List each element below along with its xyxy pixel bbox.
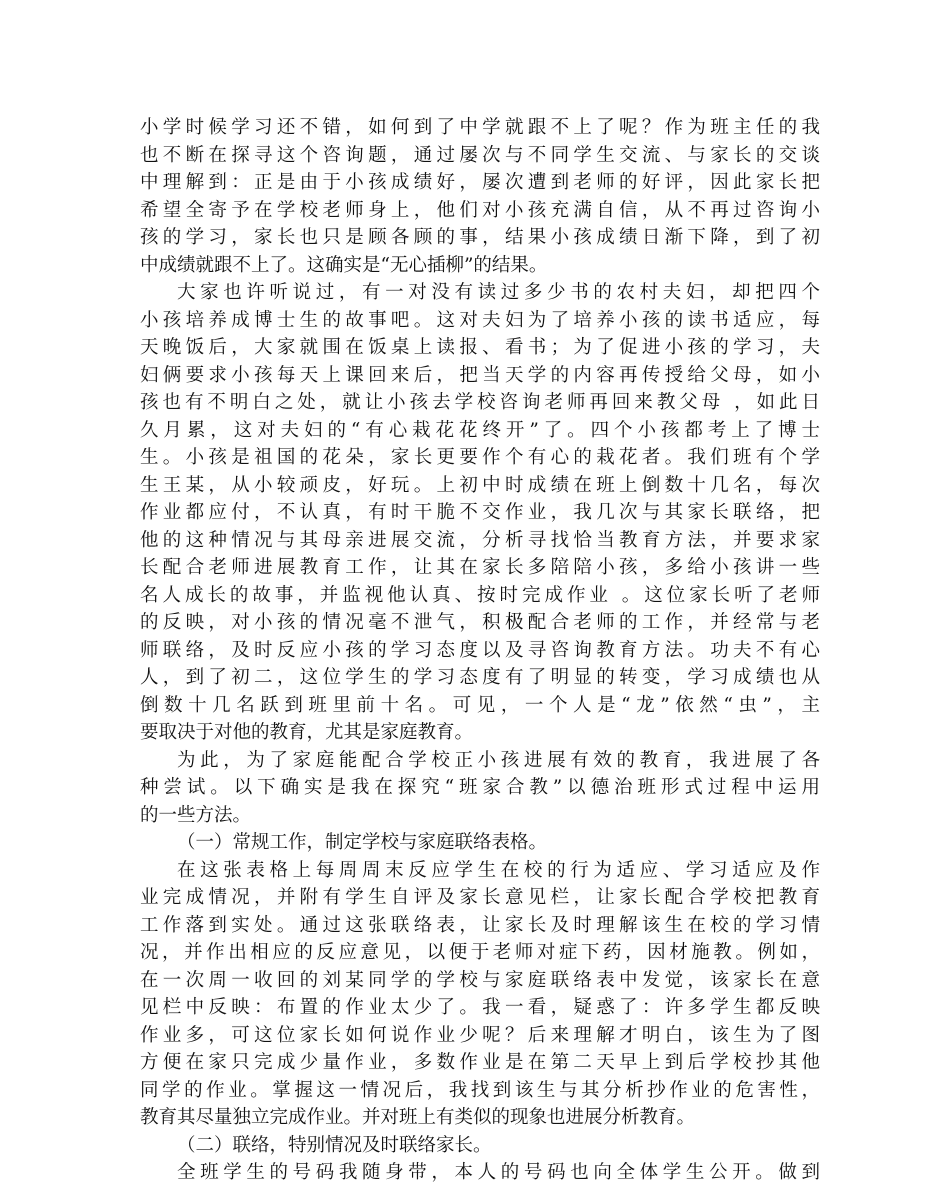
- text-line: 师联络，及时反应小孩的学习态度以及寻咨询教育方法。功夫不有心: [140, 639, 820, 661]
- text-line: 孩也有不明白之处，就让小孩去学校咨询老师再回来教父母 ，如此日: [140, 392, 820, 413]
- text-line: 教育其尽量独立完成作业。并对班上有类似的现象也进展分析教育。: [140, 1107, 696, 1128]
- text-line: 中成绩就跟不上了。这确实是“无心插柳”的结果。: [140, 254, 548, 276]
- text-line: 种尝试。以下确实是我在探究“班家合教”以德治班形式过程中运用: [140, 777, 820, 798]
- text-line: 人，到了初二，这位学生的学习态度有了明显的转变，学习成绩也从: [140, 667, 820, 688]
- text-line: 的反映，对小孩的情况毫不泄气，积极配合老师的工作，并经常与老: [140, 612, 820, 633]
- text-line: 业完成情况，并附有学生自评及家长意见栏，让家长配合学校把教育: [140, 887, 820, 908]
- text-line: 况，并作出相应的反应意见，以便于老师对症下药，因材施教。例如，: [140, 942, 820, 963]
- text-line: 妇俩要求小孩每天上课回来后，把当天学的内容再传授给父母，如小: [140, 364, 820, 386]
- text-line: 天晚饭后，大家就围在饭桌上读报、看书；为了促进小孩的学习，夫: [140, 337, 820, 358]
- text-line: 孩的学习，家长也只是顾各顾的事，结果小孩成绩日渐下降，到了初: [140, 227, 820, 248]
- text-line: 他的这种情况与其母亲进展交流，分析寻找恰当教育方法，并要求家: [140, 529, 820, 551]
- text-line: 长配合老师进展教育工作，让其在家长多陪陪小孩，多给小孩讲一些: [140, 557, 820, 578]
- text-line: 名人成长的故事，并监视他认真、按时完成作业 。这位家长听了老师: [140, 584, 820, 606]
- text-line: 全班学生的号码我随身带，本人的号码也向全体学生公开。做到: [177, 1162, 820, 1183]
- text-line: 方便在家只完成少量作业，多数作业是在第二天早上到后学校抄其他: [140, 1052, 820, 1073]
- text-line: 生。小孩是祖国的花朵，家长更要作个有心的栽花者。我们班有个学: [140, 447, 820, 468]
- text-line: 为此，为了家庭能配合学校正小孩进展有效的教育，我进展了各: [177, 749, 820, 771]
- text-line: （二）联络，特别情况及时联络家长。: [177, 1134, 492, 1156]
- text-line: 中理解到：正是由于小孩成绩好，屡次遭到老师的好评，因此家长把: [140, 172, 820, 193]
- text-line: 见栏中反映：布置的作业太少了。我一看，疑惑了：许多学生都反映: [140, 997, 820, 1018]
- text-line: 也不断在探寻这个咨询题，通过屡次与不同学生交流、与家长的交谈: [140, 144, 820, 166]
- text-line: 的一些方法。: [140, 804, 252, 826]
- text-line: 作业多，可这位家长如何说作业少呢？后来理解才明白，该生为了图: [140, 1024, 820, 1046]
- text-line: （一）常规工作，制定学校与家庭联络表格。: [177, 832, 548, 853]
- text-line: 大家也许听说过，有一对没有读过多少书的农村夫妇，却把四个: [177, 282, 820, 303]
- text-line: 要取决于对他的教育，尤其是家庭教育。: [140, 722, 474, 743]
- text-line: 倒数十几名跃到班里前十名。可见，一个人是“龙”依然“虫”，主: [140, 694, 820, 716]
- document-body: [140, 114, 820, 1187]
- text-line: 在一次周一收回的刘某同学的学校与家庭联络表中发觉，该家长在意: [140, 969, 820, 991]
- text-line: 小孩培养成博士生的故事吧。这对夫妇为了培养小孩的读书适应，每: [140, 309, 820, 331]
- text-line: 在这张表格上每周周末反应学生在校的行为适应、学习适应及作: [177, 859, 820, 881]
- text-line: 小学时候学习还不错，如何到了中学就跟不上了呢？作为班主任的我: [140, 117, 820, 138]
- text-line: 久月累，这对夫妇的“有心栽花花终开”了。四个小孩都考上了博士: [140, 419, 820, 441]
- text-line: 希望全寄予在学校老师身上，他们对小孩充满自信，从不再过咨询小: [140, 199, 820, 221]
- text-line: 生王某，从小较顽皮，好玩。上初中时成绩在班上倒数十几名，每次: [140, 474, 820, 496]
- text-line: 作业都应付，不认真，有时干脆不交作业，我几次与其家长联络，把: [140, 502, 820, 523]
- text-line: 同学的作业。掌握这一情况后，我找到该生与其分析抄作业的危害性，: [140, 1079, 820, 1101]
- text-line: 工作落到实处。通过这张联络表，让家长及时理解该生在校的学习情: [140, 914, 820, 936]
